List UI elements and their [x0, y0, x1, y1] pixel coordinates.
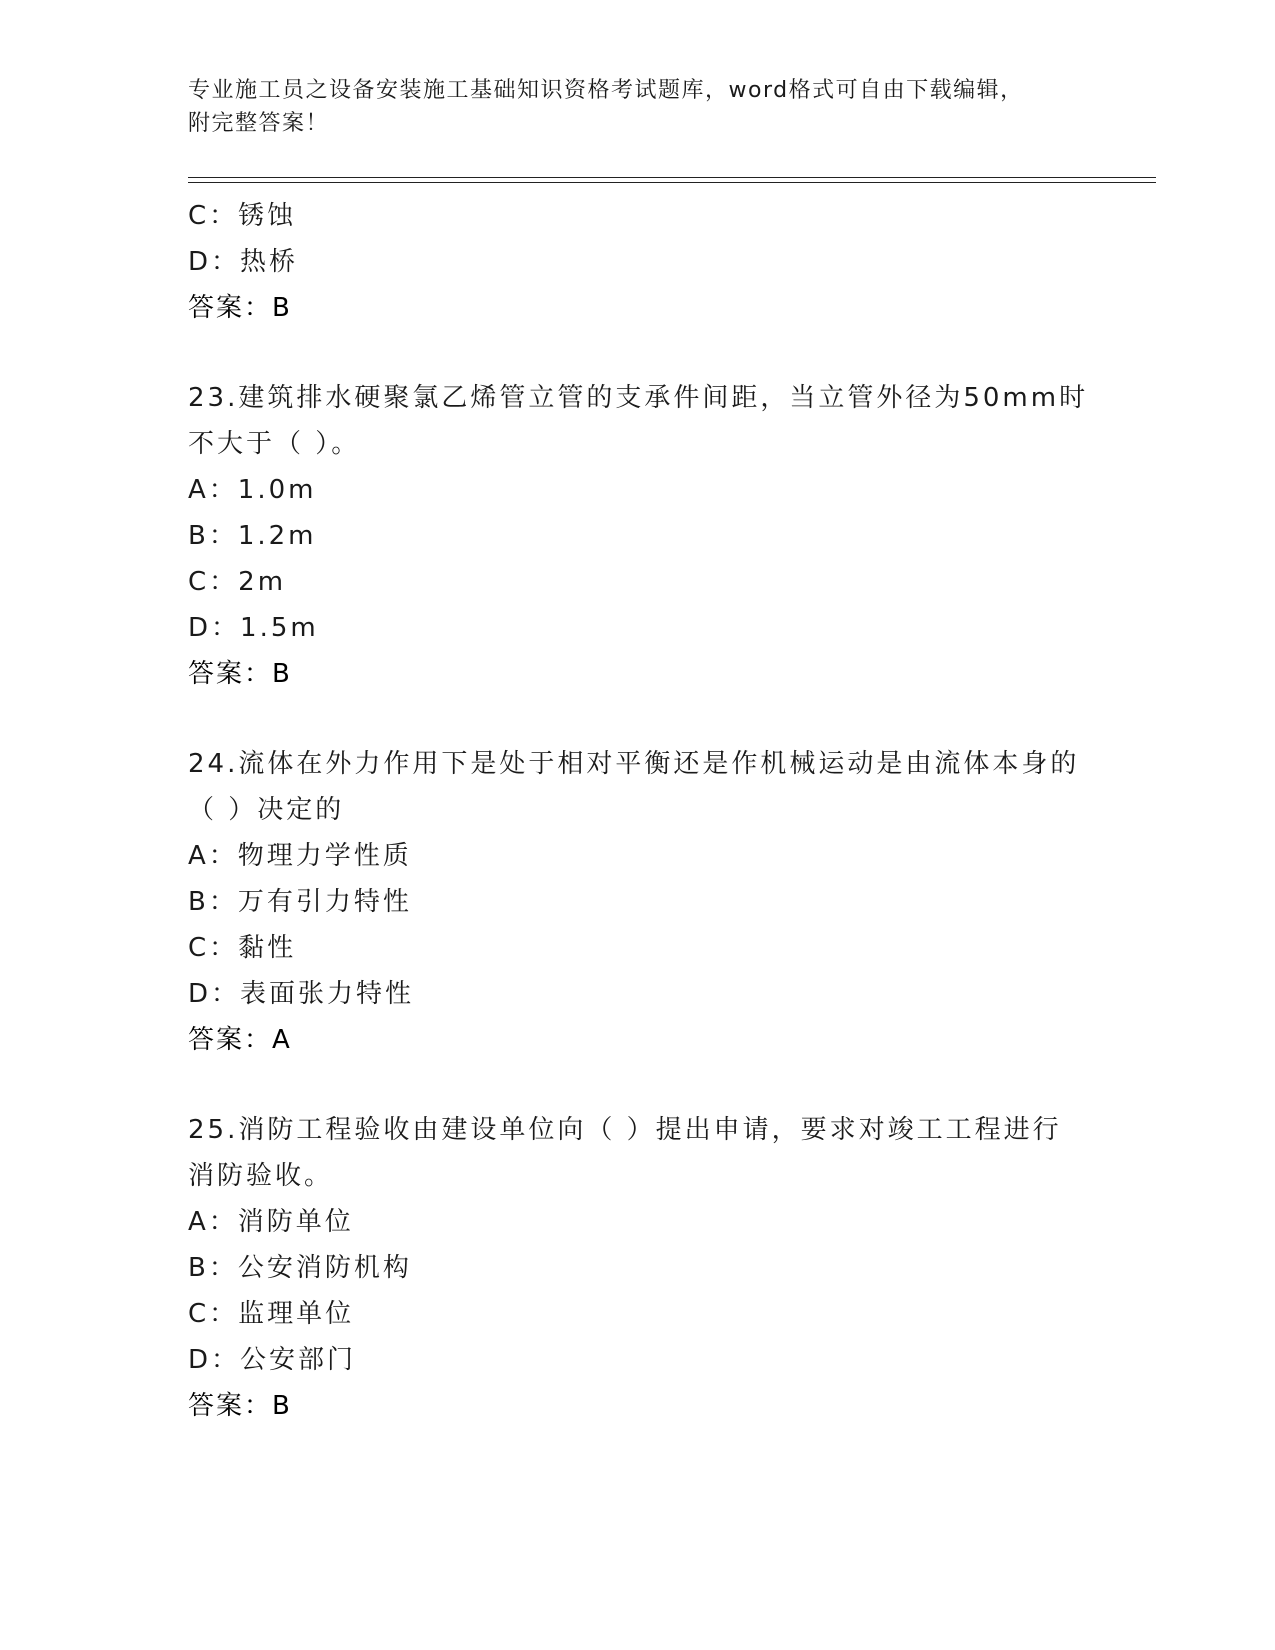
option-b: B：1.2m	[188, 521, 317, 551]
question-text-line: 消防验收。	[188, 1161, 334, 1191]
answer-line: 答案：A	[188, 1025, 292, 1055]
question-text-line: 24.流体在外力作用下是处于相对平衡还是作机械运动是由流体本身的	[188, 749, 1080, 779]
spacer	[188, 331, 1088, 375]
header-line-2: 附完整答案！	[188, 111, 330, 136]
option-b: B：公安消防机构	[188, 1253, 412, 1283]
question-text	[188, 741, 1088, 833]
question-text-line: 不大于（ ）。	[188, 429, 361, 459]
option-c: C：监理单位	[188, 1299, 355, 1329]
header-divider-top	[188, 177, 1156, 178]
option-d: D：1.5m	[188, 613, 319, 643]
option-c: C：黏性	[188, 933, 297, 963]
question-text	[188, 375, 1088, 467]
document-header	[188, 74, 1088, 140]
option-c: C：2m	[188, 567, 287, 597]
option-a: A：物理力学性质	[188, 841, 412, 871]
question-text-line: 25.消防工程验收由建设单位向（ ）提出申请，要求对竣工工程进行	[188, 1115, 1062, 1145]
option-a: A：消防单位	[188, 1207, 354, 1237]
question-22-continued	[188, 193, 1088, 331]
answer-line: 答案：B	[188, 1391, 292, 1421]
question-25	[188, 1107, 1088, 1429]
option-d: D：表面张力特性	[188, 979, 415, 1009]
option-d: D：热桥	[188, 247, 299, 277]
question-23	[188, 375, 1088, 697]
question-list	[188, 193, 1088, 1429]
question-24	[188, 741, 1088, 1063]
answer-line: 答案：B	[188, 659, 292, 689]
option-c: C：锈蚀	[188, 201, 297, 231]
answer-line: 答案：B	[188, 293, 292, 323]
spacer	[188, 697, 1088, 741]
question-text-line: 23.建筑排水硬聚氯乙烯管立管的支承件间距，当立管外径为50mm时	[188, 383, 1089, 413]
header-divider-bottom	[188, 182, 1156, 183]
option-b: B：万有引力特性	[188, 887, 412, 917]
option-d: D：公安部门	[188, 1345, 357, 1375]
option-a: A：1.0m	[188, 475, 317, 505]
spacer	[188, 1063, 1088, 1107]
header-line-1: 专业施工员之设备安装施工基础知识资格考试题库，word格式可自由下载编辑，	[188, 78, 1024, 103]
question-text-line: （ ）决定的	[188, 795, 345, 825]
question-text	[188, 1107, 1088, 1199]
